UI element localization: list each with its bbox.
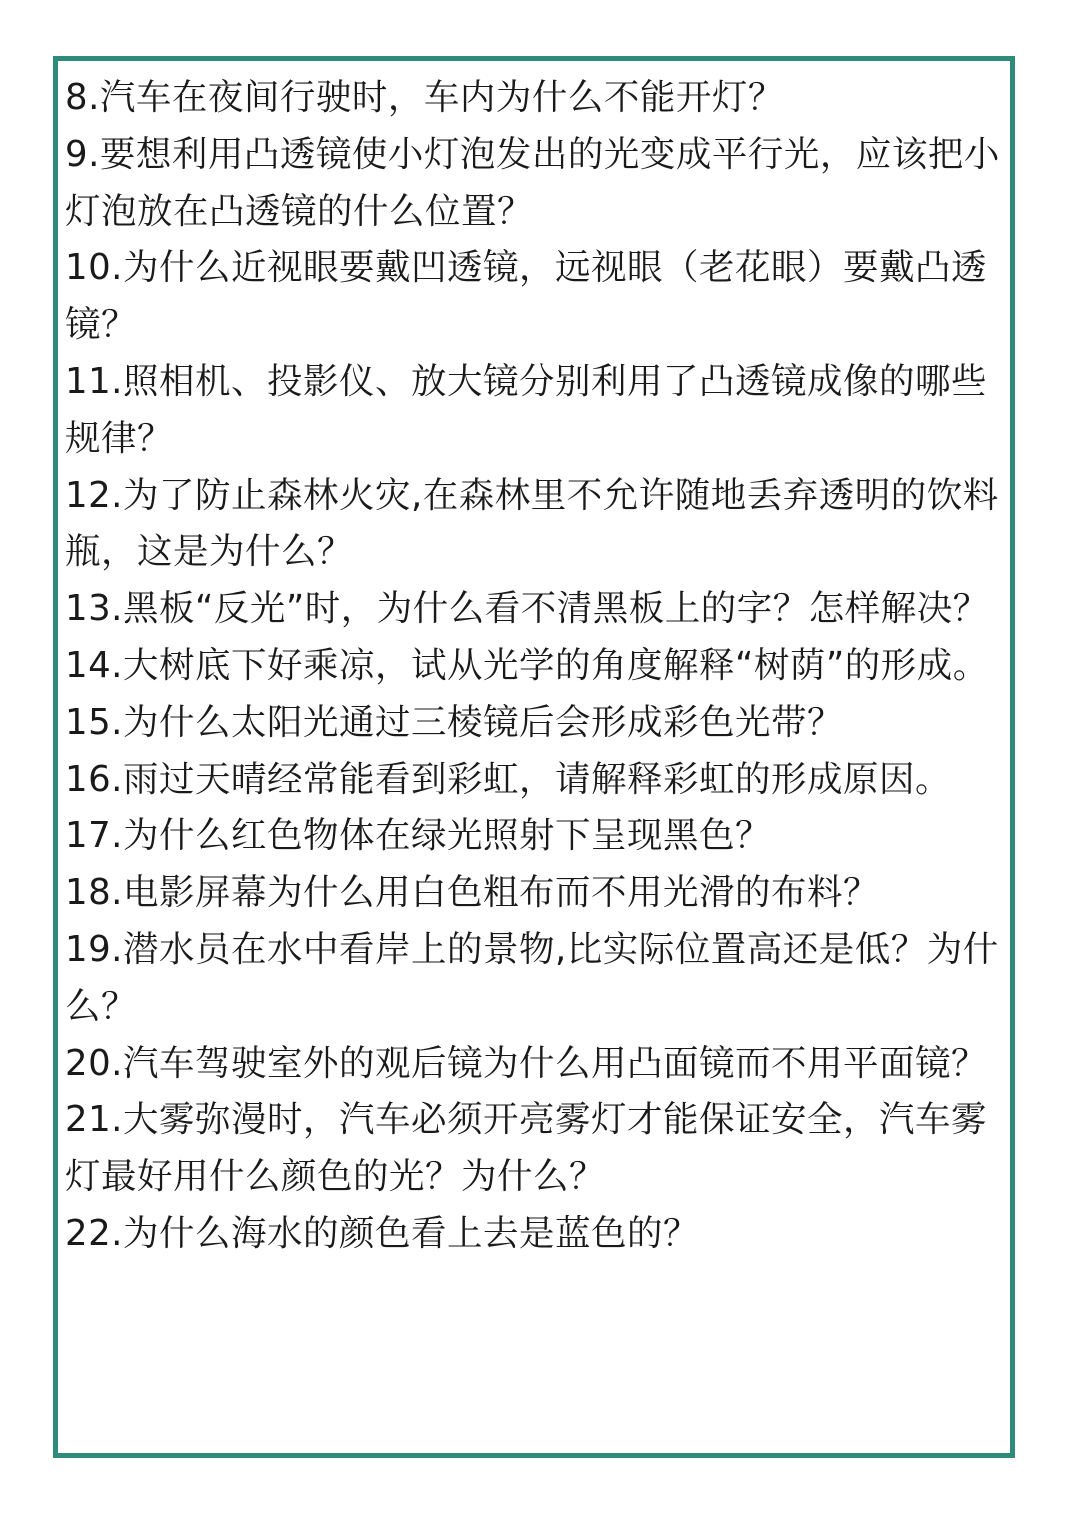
question-10: 10.为什么近视眼要戴凹透镜，远视眼（老花眼）要戴凸透镜？: [65, 247, 987, 346]
question-16: 16.雨过天晴经常能看到彩虹，请解释彩虹的形成原因。: [65, 758, 951, 800]
question-15: 15.为什么太阳光通过三棱镜后会形成彩色光带？: [65, 701, 843, 743]
question-21: 21.大雾弥漫时，汽车必须开亮雾灯才能保证安全，汽车雾灯最好用什么颜色的光？为什么？: [65, 1099, 987, 1198]
question-9: 9.要想利用凸透镜使小灯泡发出的光变成平行光，应该把小灯泡放在凸透镜的什么位置？: [65, 133, 1000, 232]
question-14: 14.大树底下好乘凉，试从光学的角度解释“树荫”的形成。: [65, 644, 989, 686]
question-20: 20.汽车驾驶室外的观后镜为什么用凸面镜而不用平面镜？: [65, 1042, 987, 1084]
question-11: 11.照相机、投影仪、放大镜分别利用了凸透镜成像的哪些规律？: [65, 360, 987, 459]
question-17: 17.为什么红色物体在绿光照射下呈现黑色？: [65, 815, 771, 857]
question-12: 12.为了防止森林火灾,在森林里不允许随地丢弃透明的饮料瓶，这是为什么？: [65, 474, 999, 573]
question-19: 19.潜水员在水中看岸上的景物,比实际位置高还是低？为什么？: [65, 928, 999, 1027]
question-list: [65, 70, 1015, 1263]
question-22: 22.为什么海水的颜色看上去是蓝色的？: [65, 1212, 699, 1254]
question-18: 18.电影屏幕为什么用白色粗布而不用光滑的布料？: [65, 872, 879, 914]
question-8: 8.汽车在夜间行驶时，车内为什么不能开灯？: [65, 77, 784, 118]
question-13: 13.黑板“反光”时，为什么看不清黑板上的字？怎样解决？: [65, 588, 989, 630]
